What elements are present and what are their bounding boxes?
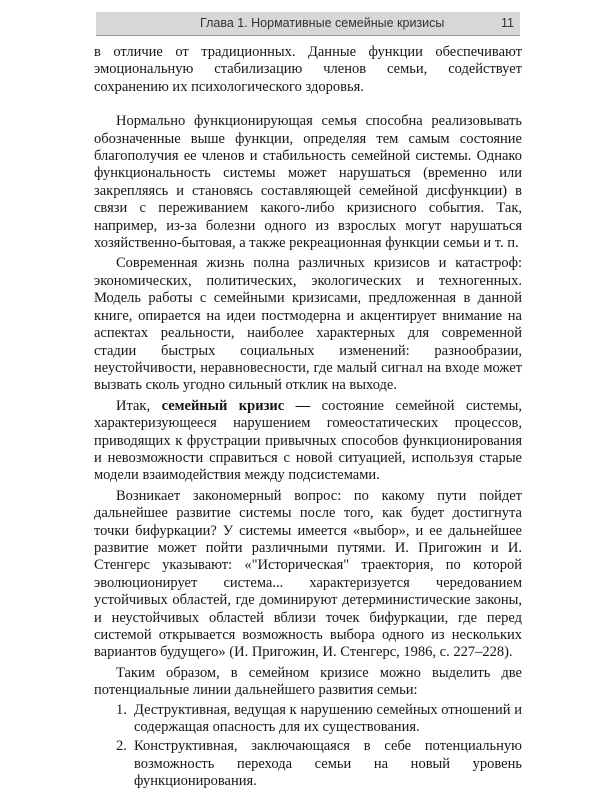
paragraph-3: Современная жизнь полна различных кризисов и катастроф: экономических, политических, экологических и техногенных. Модель работы с семейными кризисами, предложенная в данной книге, опирается на идеи постмодерна и акцентирует внимание на аспектах реальности, наиболее характерных для современной стадии быстрых социальных изменений: разнообразии, неустойчивости, неравновесности, где малый сигнал на входе может вызвать сколь угодно сильный отклик на выходе. (94, 255, 522, 394)
term-family-crisis: семейный кризис — (161, 397, 311, 414)
list-item (94, 702, 522, 737)
paragraph-4-prefix: Итак, (116, 397, 162, 414)
list-item-number: 1. (116, 701, 127, 718)
list-item-text: Конструктивная, заключающаяся в себе потенциальную возможность перехода семьи на новый уровень функционирования. (134, 738, 522, 790)
paragraph-5: Возникает закономерный вопрос: по какому пути пойдет дальнейшее развитие системы после того, как будет достигнута точки бифуркации? У системы имеется «выбор», и ее дальнейшее развитие может пойти различными путями. И. Пригожин и И. Стенгерс указывают: «"Историческая" траектория, по которой эволюционирует система... характеризуется чередованием устойчивых областей, где доминируют детерминистические законы, и неустойчивых областей вблизи точек бифуркации, где перед системой открывается возможность выбора одного из нескольких вариантов будущего» (И. Пригожин, И. Стенгерс, 1986, с. 227–228). (94, 487, 522, 661)
list-item (94, 738, 522, 790)
paragraph-1: в отличие от традиционных. Данные функции обеспечивают эмоциональную стабилизацию членов семьи, содействует сохранению их психологического здоровья. (94, 44, 522, 95)
list-item-number: 2. (116, 738, 127, 755)
paragraph-4-rest: состояние семейной системы, характеризующееся нарушением гомеостатических процессов, приводящих к фрустрации привычных способов функционирования и невозможности справиться с новой ситуацией, используя старые модели взаимодействия между подсистемами. (94, 397, 522, 484)
paragraph-6: Таким образом, в семейном кризисе можно выделить две потенциальные линии дальнейшего развития семьи: (94, 664, 522, 699)
page-number: 11 (501, 16, 514, 30)
list-item-text: Деструктивная, ведущая к нарушению семейных отношений и содержащая опасность для их существования. (134, 701, 522, 736)
page-body (94, 44, 522, 791)
paragraph-2: Нормально функционирующая семья способна реализовывать обозначенные выше функции, определяя тем самым состояние благополучия ее членов и стабильность семейной системы. Однако функциональность системы может нарушаться (временно или закрепляясь и становясь составляющей семейной дисфункции) в связи с переживанием какого-либо кризисного события. Так, например, из-за болезни одного из взрослых могут нарушаться хозяйственно-бытовая, а также рекреационная функции семьи и т. п. (94, 113, 522, 252)
running-header (96, 12, 520, 36)
paragraph-4 (94, 398, 522, 485)
development-lines-list (94, 702, 522, 791)
chapter-title: Глава 1. Нормативные семейные кризисы (200, 16, 445, 30)
